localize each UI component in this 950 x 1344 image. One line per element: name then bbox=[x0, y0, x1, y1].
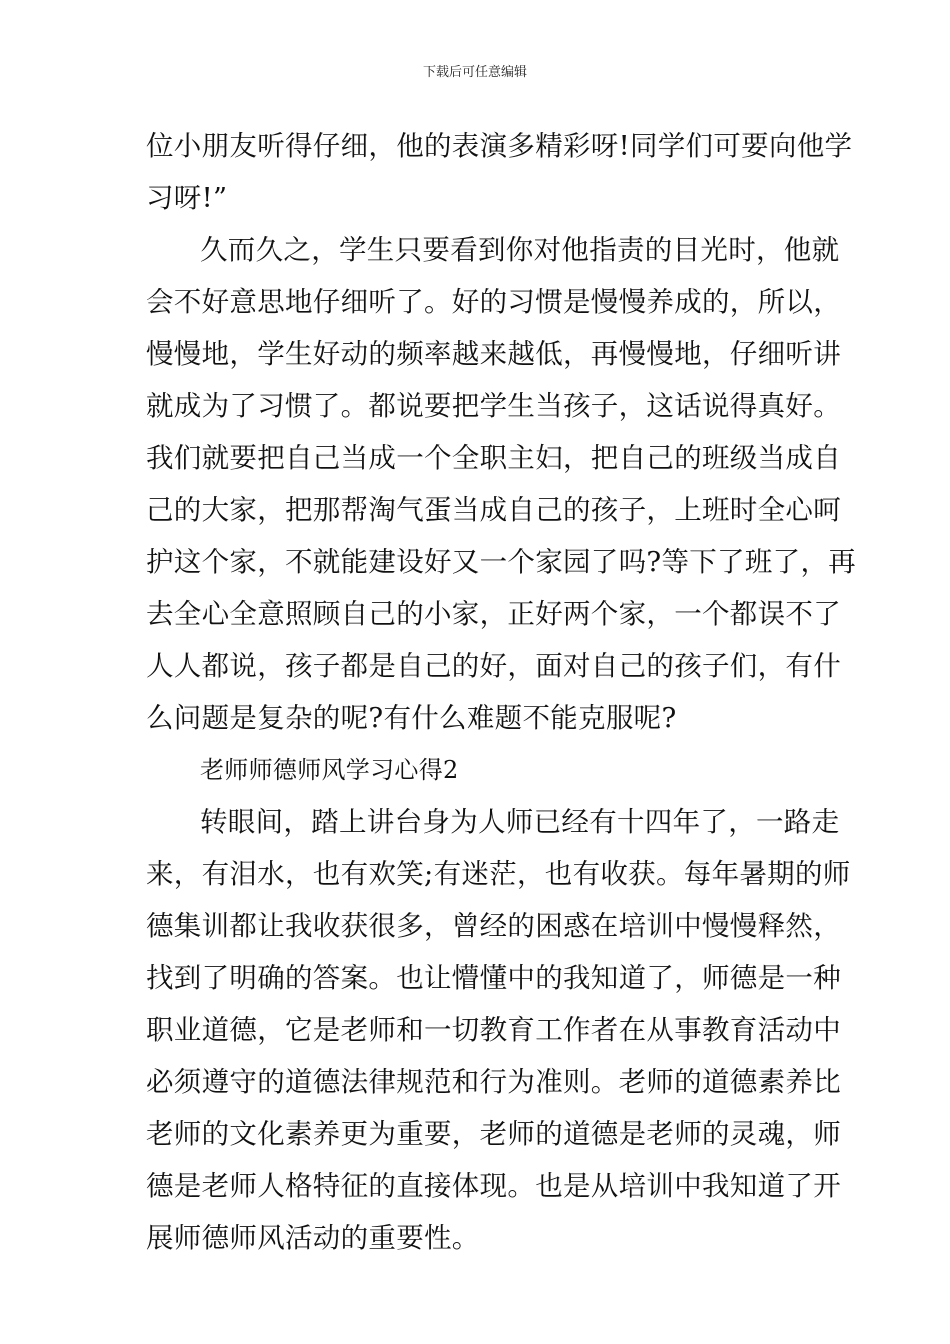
paragraph-line: 己的大家，把那帮淘气蛋当成自己的孩子，上班时全心呵 bbox=[146, 494, 841, 526]
paragraph-line: 我们就要把自己当成一个全职主妇，把自己的班级当成自 bbox=[146, 442, 841, 474]
paragraph-line: 就成为了习惯了。都说要把学生当孩子，这话说得真好。 bbox=[146, 390, 841, 422]
paragraph-line: 会不好意思地仔细听了。好的习惯是慢慢养成的，所以， bbox=[146, 286, 841, 318]
paragraph-line: 展师德师风活动的重要性。 bbox=[146, 1222, 480, 1254]
paragraph-line: 人人都说，孩子都是自己的好，面对自己的孩子们，有什 bbox=[146, 650, 841, 682]
paragraph-line: 必须遵守的道德法律规范和行为准则。老师的道德素养比 bbox=[146, 1066, 841, 1098]
paragraph-line: 么问题是复杂的呢?有什么难题不能克服呢? bbox=[146, 702, 677, 734]
paragraph-line: 护这个家，不就能建设好又一个家园了吗?等下了班了，再 bbox=[146, 546, 857, 578]
paragraph-line: 位小朋友听得仔细，他的表演多精彩呀!同学们可要向他学 bbox=[146, 130, 853, 162]
paragraph-line: 转眼间，踏上讲台身为人师已经有十四年了，一路走 bbox=[200, 806, 840, 838]
paragraph-line: 找到了明确的答案。也让懵懂中的我知道了，师德是一种 bbox=[146, 962, 841, 994]
paragraph-line: 老师的文化素养更为重要，老师的道德是老师的灵魂，师 bbox=[146, 1118, 841, 1150]
paragraph-line: 职业道德，它是老师和一切教育工作者在从事教育活动中 bbox=[146, 1014, 841, 1046]
paragraph-line: 久而久之，学生只要看到你对他指责的目光时，他就 bbox=[200, 234, 840, 266]
paragraph-line: 习呀!” bbox=[146, 182, 228, 214]
paragraph-line: 德是老师人格特征的直接体现。也是从培训中我知道了开 bbox=[146, 1170, 841, 1202]
paragraph-line: 来，有泪水，也有欢笑;有迷茫，也有收获。每年暑期的师 bbox=[146, 858, 851, 890]
paragraph-line: 慢慢地，学生好动的频率越来越低，再慢慢地，仔细听讲 bbox=[146, 338, 841, 370]
paragraph-line: 去全心全意照顾自己的小家，正好两个家，一个都误不了 bbox=[146, 598, 841, 630]
section-heading: 老师师德师风学习心得2 bbox=[200, 756, 459, 784]
paragraph-line: 德集训都让我收获很多，曾经的困惑在培训中慢慢释然， bbox=[146, 910, 841, 942]
page-header: 下载后可任意编辑 bbox=[422, 65, 527, 80]
